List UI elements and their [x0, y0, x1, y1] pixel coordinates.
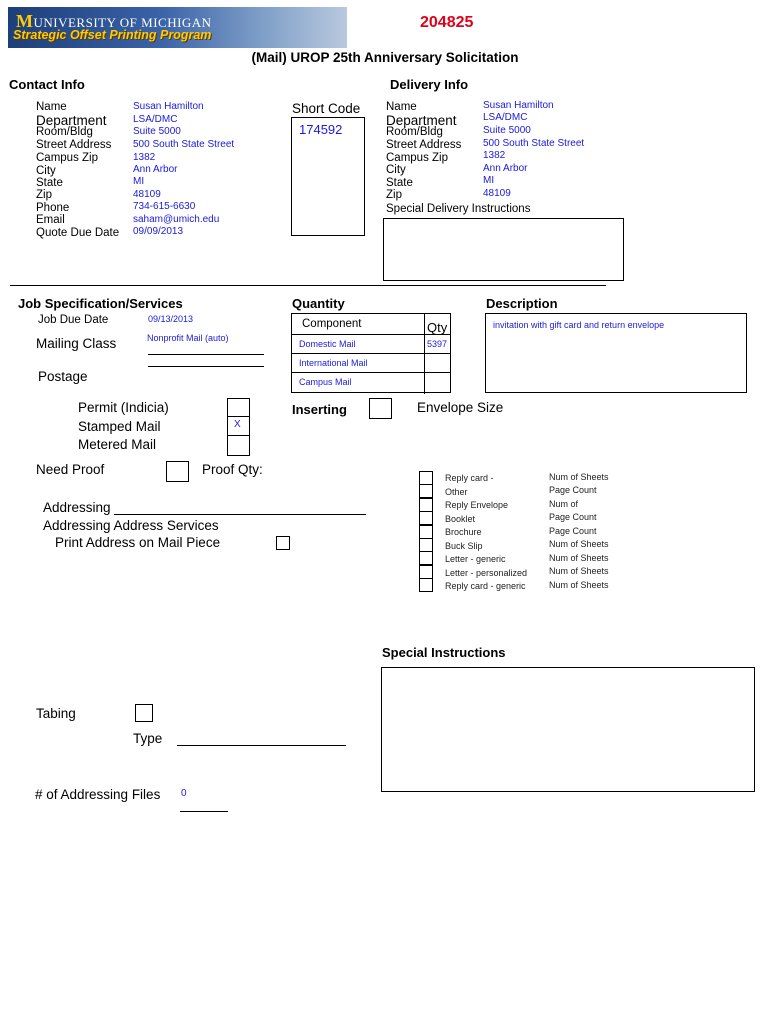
delivery-name-label: Name	[386, 101, 417, 113]
contact-name-label: Name	[36, 101, 67, 113]
delivery-room-value: Suite 5000	[483, 125, 531, 136]
contact-room-label: Room/Bldg	[36, 126, 93, 138]
special-instructions-box[interactable]	[381, 667, 755, 792]
job-number: 204825	[420, 14, 474, 31]
tabing-checkbox[interactable]	[135, 704, 153, 722]
list-item: Reply Envelope	[445, 500, 509, 510]
description-heading: Description	[486, 296, 558, 311]
insert-checkbox[interactable]	[419, 498, 433, 512]
contact-quote-due-value: 09/09/2013	[133, 226, 184, 237]
component-header: Component	[302, 318, 362, 330]
list-item-unit: Num of Sheets	[549, 553, 609, 563]
contact-quote-due-label: Quote Due Date	[36, 227, 120, 239]
delivery-city-value: Ann Arbor	[483, 163, 528, 174]
proof-qty-label: Proof Qty:	[202, 462, 263, 477]
print-address-label: Print Address on Mail Piece	[55, 535, 221, 550]
list-item-unit: Num of Sheets	[549, 580, 609, 590]
contact-email-label: Email	[36, 214, 65, 226]
stamped-mail-checkbox[interactable]	[227, 416, 250, 436]
inserting-checkbox[interactable]	[369, 398, 392, 419]
list-item-unit: Page Count	[549, 512, 597, 522]
stamped-mail-label: Stamped Mail	[78, 419, 161, 434]
permit-indicia-checkbox[interactable]	[227, 398, 250, 417]
section-divider	[10, 285, 606, 286]
list-item: Other	[445, 487, 468, 497]
description-box[interactable]	[485, 313, 747, 393]
need-proof-label: Need Proof	[36, 462, 105, 477]
description-value: invitation with gift card and return envelope	[493, 320, 665, 330]
contact-street-label: Street Address	[36, 139, 112, 151]
list-item: Reply card -	[445, 473, 494, 483]
metered-mail-checkbox[interactable]	[227, 435, 250, 456]
contact-department-value: LSA/DMC	[133, 114, 178, 125]
type-label: Type	[133, 731, 163, 746]
tabing-label: Tabing	[36, 706, 76, 721]
delivery-city-label: City	[386, 164, 406, 176]
insert-checkbox[interactable]	[419, 484, 433, 498]
contact-info-heading: Contact Info	[9, 77, 85, 92]
contact-state-value: MI	[133, 176, 145, 187]
need-proof-checkbox[interactable]	[166, 461, 189, 482]
quantity-heading: Quantity	[292, 296, 345, 311]
delivery-street-label: Street Address	[386, 139, 462, 151]
contact-campus-zip-value: 1382	[133, 152, 156, 163]
insert-checkbox[interactable]	[419, 511, 433, 525]
delivery-room-label: Room/Bldg	[386, 126, 443, 138]
inserting-heading: Inserting	[292, 402, 347, 417]
insert-checkbox[interactable]	[419, 565, 433, 579]
stamped-mail-check-mark: X	[234, 419, 241, 430]
qty-header: Qty	[427, 320, 448, 335]
addressing-label: Addressing	[43, 500, 111, 515]
delivery-zip-label: Zip	[386, 189, 402, 201]
metered-mail-label: Metered Mail	[78, 437, 157, 452]
list-item: Brochure	[445, 527, 482, 537]
short-code-value: 174592	[299, 122, 343, 137]
list-item-unit: Num of	[549, 499, 579, 509]
contact-name-value: Susan Hamilton	[133, 101, 204, 112]
quantity-row-divider	[292, 353, 450, 354]
short-code-label: Short Code	[292, 101, 361, 116]
page-title: (Mail) UROP 25th Anniversary Solicitation	[251, 50, 519, 65]
list-item-unit: Num of Sheets	[549, 539, 609, 549]
special-delivery-instructions-box[interactable]	[383, 218, 624, 281]
delivery-name-value: Susan Hamilton	[483, 100, 554, 111]
mailing-class-underline-2	[148, 366, 264, 367]
addressing-files-value: 0	[181, 788, 187, 799]
list-item: Booklet	[445, 514, 476, 524]
short-code-box[interactable]	[291, 117, 365, 236]
postage-label: Postage	[38, 369, 88, 384]
table-row-component: Campus Mail	[299, 377, 352, 387]
contact-phone-label: Phone	[36, 202, 70, 214]
insert-checkbox[interactable]	[419, 538, 433, 552]
delivery-zip-value: 48109	[483, 188, 511, 199]
delivery-special-label: Special Delivery Instructions	[386, 203, 531, 215]
contact-email-value: saham@umich.edu	[133, 214, 220, 225]
delivery-state-value: MI	[483, 175, 495, 186]
list-item: Buck Slip	[445, 541, 483, 551]
delivery-info-heading: Delivery Info	[390, 77, 469, 92]
quantity-row-divider	[292, 372, 450, 373]
contact-department-label: Department	[36, 113, 107, 128]
mailing-class-value: Nonprofit Mail (auto)	[147, 333, 229, 343]
university-name: MUNIVERSITY OF MICHIGAN	[16, 11, 212, 31]
envelope-size-label: Envelope Size	[417, 400, 504, 415]
university-banner-logo	[8, 7, 347, 48]
job-due-value: 09/13/2013	[148, 314, 194, 324]
table-row-component: International Mail	[299, 358, 368, 368]
contact-phone-value: 734-615-6630	[133, 201, 196, 212]
quantity-table	[291, 313, 451, 393]
special-instructions-heading: Special Instructions	[382, 645, 506, 660]
delivery-campus-zip-value: 1382	[483, 150, 506, 161]
contact-room-value: Suite 5000	[133, 126, 181, 137]
insert-checkbox[interactable]	[419, 525, 433, 539]
list-item-unit: Page Count	[549, 526, 597, 536]
table-row-qty: 5397	[427, 339, 448, 349]
contact-city-label: City	[36, 165, 56, 177]
insert-checkbox[interactable]	[419, 551, 433, 565]
delivery-department-value: LSA/DMC	[483, 112, 528, 123]
permit-indicia-label: Permit (Indicia)	[78, 400, 169, 415]
mailing-class-underline	[148, 354, 264, 355]
contact-street-value: 500 South State Street	[133, 139, 235, 150]
contact-state-label: State	[36, 177, 63, 189]
delivery-department-label: Department	[386, 113, 457, 128]
program-name: Strategic Offset Printing Program	[13, 28, 212, 42]
contact-zip-label: Zip	[36, 189, 52, 201]
contact-zip-value: 48109	[133, 189, 161, 200]
job-due-label: Job Due Date	[38, 314, 109, 326]
addressing-services-label: Addressing Address Services	[43, 518, 219, 533]
insert-checkbox[interactable]	[419, 578, 433, 592]
addressing-underline	[114, 514, 366, 515]
delivery-street-value: 500 South State Street	[483, 138, 585, 149]
print-address-checkbox[interactable]	[276, 536, 290, 550]
addressing-files-label: # of Addressing Files	[35, 787, 161, 802]
list-item-unit: Page Count	[549, 485, 597, 495]
job-spec-heading: Job Specification/Services	[18, 296, 183, 311]
quantity-column-divider	[424, 314, 425, 394]
insert-checkbox[interactable]	[419, 471, 433, 485]
delivery-state-label: State	[386, 177, 413, 189]
table-row-component: Domestic Mail	[299, 339, 356, 349]
list-item: Letter - generic	[445, 554, 506, 564]
list-item: Reply card - generic	[445, 581, 526, 591]
contact-city-value: Ann Arbor	[133, 164, 178, 175]
list-item: Letter - personalized	[445, 568, 528, 578]
addressing-files-underline	[180, 811, 228, 812]
contact-campus-zip-label: Campus Zip	[36, 152, 98, 164]
list-item-unit: Num of Sheets	[549, 472, 609, 482]
type-input-line[interactable]	[177, 745, 346, 746]
list-item-unit: Num of Sheets	[549, 566, 609, 576]
delivery-campus-zip-label: Campus Zip	[386, 152, 448, 164]
mailing-class-label: Mailing Class	[36, 336, 117, 351]
